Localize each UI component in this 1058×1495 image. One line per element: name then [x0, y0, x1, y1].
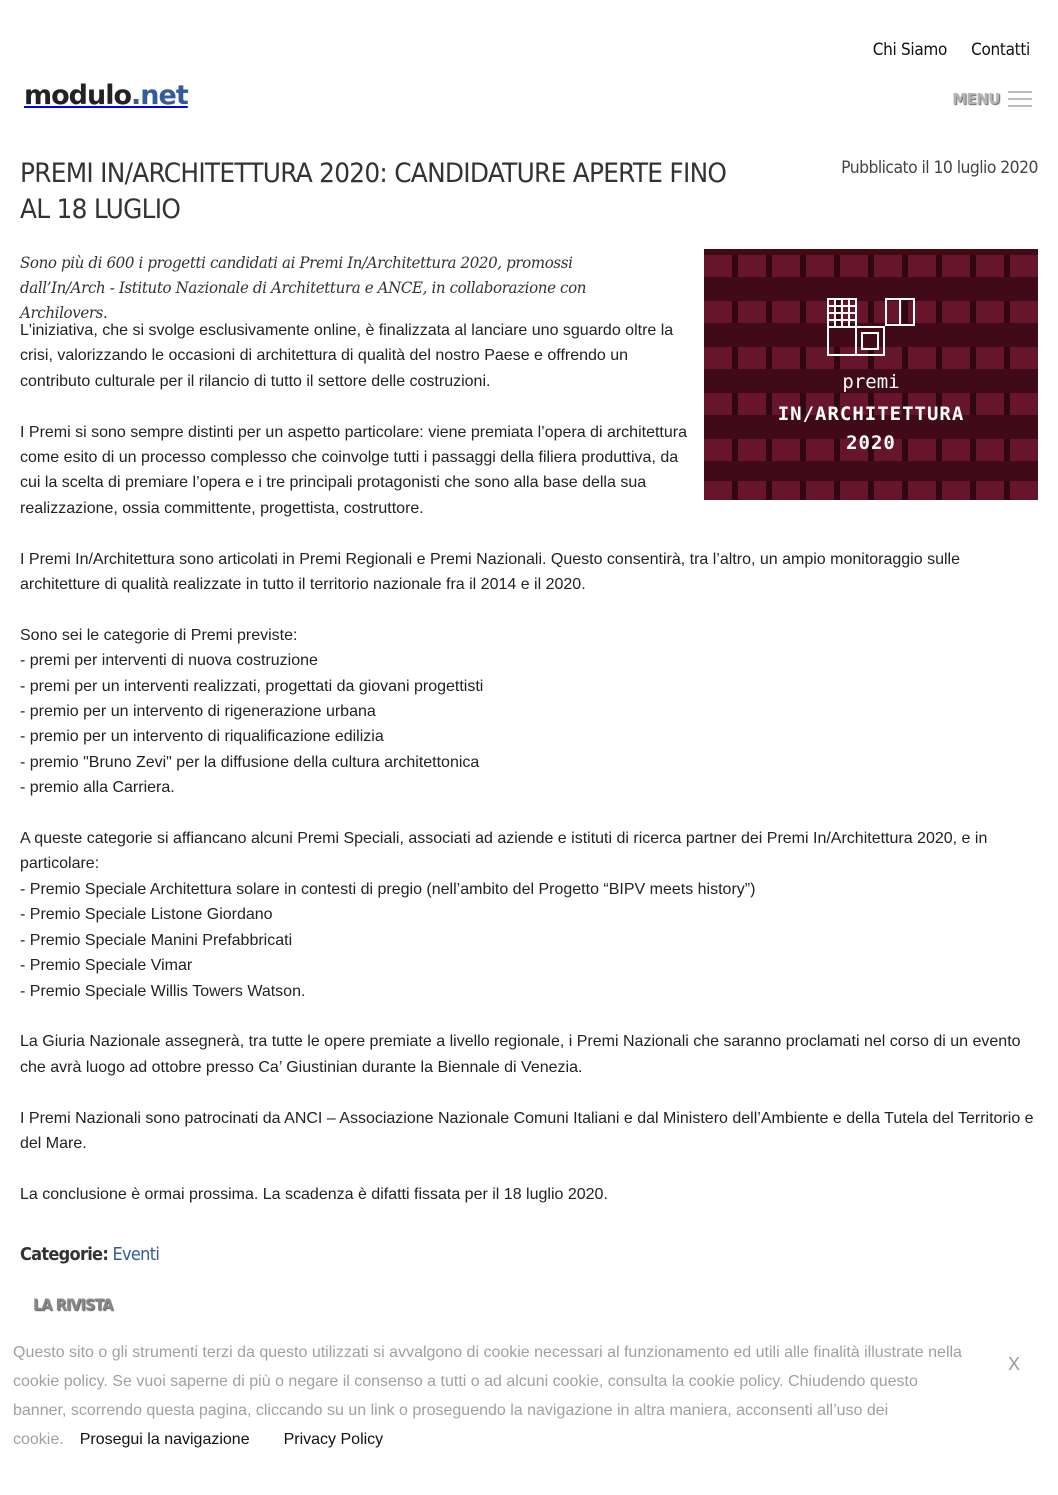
- hero-text-premi: premi: [842, 371, 900, 393]
- article-paragraph: La Giuria Nazionale assegnerà, tra tutte le opere premiate a livello regionale, i Premi Nazionali che saranno proclamati nel corso di un evento che avrà luogo ad ottobre presso Ca’ Giustinian durante la Biennale di Venezia.: [20, 1033, 1021, 1076]
- hero-text-inarchitettura: IN/ARCHITETTURA: [777, 403, 965, 425]
- hero-text-year: 2020: [846, 432, 896, 454]
- article-body: [20, 318, 1038, 1233]
- list-item: - Premio Speciale Listone Giordano: [20, 906, 273, 924]
- top-nav: [873, 40, 1030, 60]
- cookie-banner: [0, 1332, 1058, 1462]
- list-item: - premio per un intervento di riqualificazione edilizia: [20, 728, 384, 746]
- site-logo[interactable]: [24, 80, 188, 111]
- list-item: - Premio Speciale Willis Towers Watson.: [20, 982, 306, 1000]
- logo-text-main: modulo: [24, 80, 132, 111]
- menu-button[interactable]: [952, 90, 1032, 108]
- list-item: - Premio Speciale Vimar: [20, 957, 193, 975]
- cookie-notice-text: Questo sito o gli strumenti terzi da questo utilizzati si avvalgono di cookie necessari al funzionamento ed utili alle finalità illustrate nella cookie policy. Se vuoi saperne di più o negare il consenso a tutti o ad alcuni cookie, consulta la cookie policy. Chiudendo questo banner, scorrendo questa pagina, cliccando su un link o proseguendo la navigazione in altra maniera, acconsenti all’uso dei cookie.: [13, 1344, 962, 1448]
- list-item: - premio "Bruno Zevi" per la diffusione della cultura architettonica: [20, 753, 480, 771]
- list-item: - Premio Speciale Architettura solare in contesti di pregio (nell’ambito del Progetto “BIPV meets history”): [20, 880, 756, 898]
- cookie-text-block: [13, 1338, 973, 1454]
- article-paragraph: La conclusione è ormai prossima. La scadenza è difatti fissata per il 18 luglio 2020.: [20, 1185, 608, 1203]
- article-paragraph: L'iniziativa, che si svolge esclusivamente online, è finalizzata al lanciare uno sguardo oltre la crisi, valorizzando le occasioni di architettura di qualità del nostro Paese e offrendo un contributo culturale per il rilancio di tutto il settore delle costruzioni.: [20, 322, 674, 390]
- category-link-eventi[interactable]: Eventi: [112, 1244, 160, 1265]
- cookie-close-button[interactable]: X: [1007, 1354, 1020, 1374]
- categories-label: Categorie:: [20, 1244, 109, 1265]
- nav-contatti[interactable]: Contatti: [971, 40, 1030, 60]
- article-lead: Sono più di 600 i progetti candidati ai Premi In/Architettura 2020, promossi dall’In/Arch - Istituto Nazionale di Architettura e ANCE, in collaborazione con Archilovers.: [20, 253, 587, 322]
- list-item: - premi per un interventi realizzati, progettati da giovani progettisti: [20, 677, 484, 695]
- nav-chi-siamo[interactable]: Chi Siamo: [872, 40, 948, 60]
- specials-list: [20, 826, 1038, 1004]
- list-item: - premio alla Carriera.: [20, 779, 175, 797]
- article-paragraph: I Premi si sono sempre distinti per un aspetto particolare: viene premiata l’opera di architettura come esito di un processo complesso che coinvolge tutti i passaggi della filiera produttiva, da cui la scelta di premiare l’opera e i tre principali protagonisti che sono alla base della sua realizzazione, ossia committente, progettista, costruttore.: [20, 423, 687, 517]
- list-item: - premio per un intervento di rigenerazione urbana: [20, 703, 376, 721]
- section-heading-rivista[interactable]: LA RIVISTA: [33, 1295, 113, 1314]
- categories-list: [20, 623, 1038, 801]
- categories-intro: Sono sei le categorie di Premi previste:: [20, 626, 298, 644]
- article-paragraph: I Premi In/Architettura sono articolati in Premi Regionali e Premi Nazionali. Questo consentirà, tra l’altro, un ampio monitoraggio sulle architetture di qualità realizzate in tutto il territorio nazionale fra il 2014 e il 2020.: [20, 550, 960, 594]
- list-item: - Premio Speciale Manini Prefabbricati: [20, 931, 293, 949]
- article-categories: [20, 1244, 159, 1265]
- cookie-accept-link[interactable]: Prosegui la navigazione: [79, 1431, 250, 1448]
- hamburger-icon: [1008, 91, 1032, 107]
- article-paragraph: I Premi Nazionali sono patrocinati da ANCI – Associazione Nazionale Comuni Italiani e dal Ministero dell’Ambiente e della Tutela del Territorio e del Mare.: [20, 1109, 1034, 1152]
- article-title: PREMI IN/ARCHITETTURA 2020: CANDIDATURE APERTE FINO AL 18 LUGLIO: [20, 158, 727, 225]
- logo-text-net: .net: [131, 80, 188, 111]
- list-item: - premi per interventi di nuova costruzione: [20, 652, 318, 670]
- menu-label: MENU: [952, 90, 1000, 108]
- publish-date: Pubblicato il 10 luglio 2020: [841, 158, 1038, 178]
- specials-intro: A queste categorie si affiancano alcuni Premi Speciali, associati ad aziende e istituti di ricerca partner dei Premi In/Architettura 2020, e in particolare:: [20, 830, 988, 873]
- privacy-policy-link[interactable]: Privacy Policy: [283, 1431, 384, 1448]
